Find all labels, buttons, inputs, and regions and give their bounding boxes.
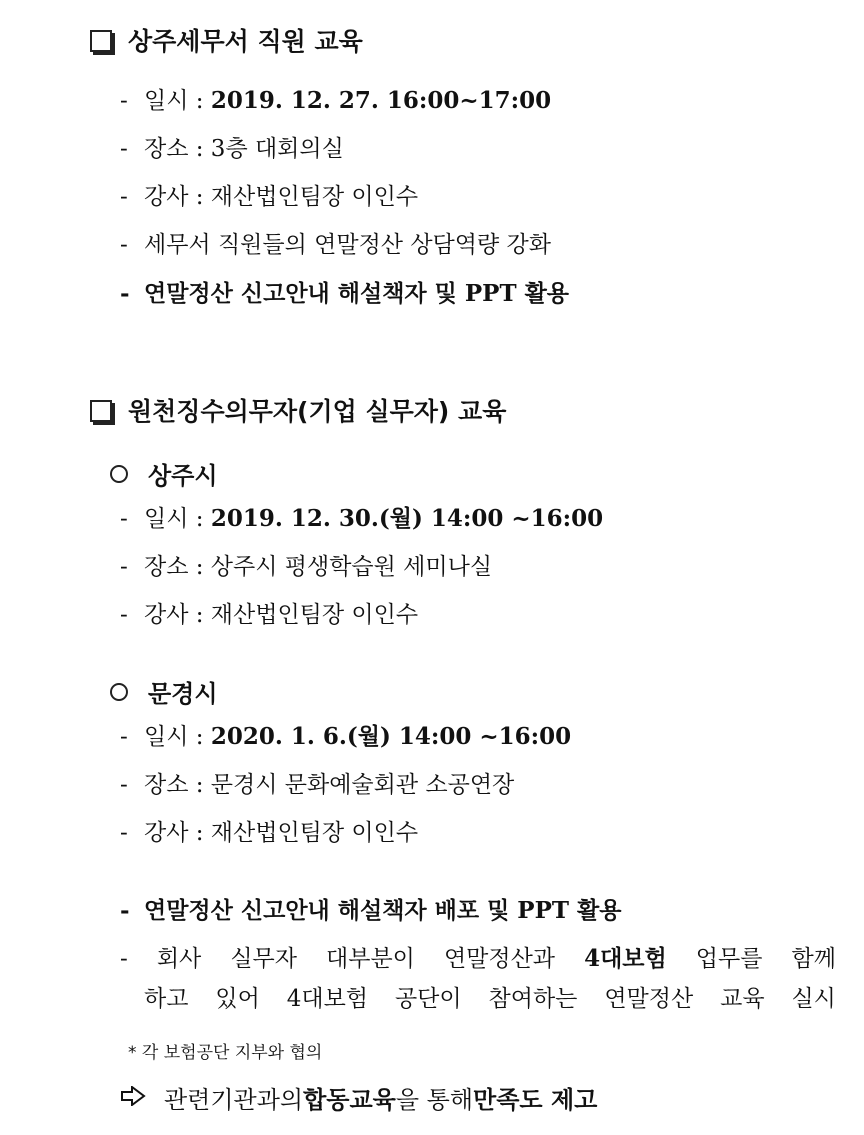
list-item-purpose: - 세무서 직원들의 연말정산 상담역량 강화 [120, 232, 551, 258]
cooperation-line-2: 하고 있어 4대보험 공단이 참여하는 연말정산 교육 실시 [144, 986, 836, 1012]
list-item-date: - 일시 : 2020. 1. 6.(월) 14:00 ~16:00 [120, 723, 572, 750]
list-item-place: - 장소 : 3층 대회의실 [120, 136, 344, 162]
list-item-instructor: - 강사 : 재산법인팀장 이인수 [120, 602, 419, 628]
checkbox-square-icon [90, 30, 112, 52]
list-item-date: - 일시 : 2019. 12. 30.(월) 14:00 ~16:00 [120, 505, 604, 532]
right-arrow-icon [120, 1084, 148, 1112]
subheading-mungyeong: 문경시 [110, 674, 218, 709]
list-item-cooperation [120, 944, 836, 1014]
list-item-material: - 연말정산 신고안내 해설책자 배포 및 PPT 활용 [120, 897, 622, 924]
list-item-instructor: - 강사 : 재산법인팀장 이인수 [120, 820, 419, 846]
section-title: 원천징수의무자(기업 실무자) 교육 [128, 397, 507, 426]
section-title: 상주세무서 직원 교육 [128, 27, 363, 56]
subheading-sangju: 상주시 [110, 456, 218, 491]
checkbox-square-icon [90, 400, 112, 422]
section-heading-staff-training [90, 22, 363, 58]
circle-bullet-icon [110, 683, 128, 701]
conclusion: 관련기관과의 합동교육 을 통해 만족도 제고 [120, 1080, 597, 1115]
list-item-material: - 연말정산 신고안내 해설책자 및 PPT 활용 [120, 280, 570, 307]
cooperation-line-1: - 회사 실무자 대부분이 연말정산과 4대보험 업무를 함께 [120, 945, 836, 972]
footnote: * 각 보험공단 지부와 협의 [128, 1043, 323, 1063]
section-heading-employer-training [90, 392, 506, 428]
list-item-date: - 일시 : 2019. 12. 27. 16:00~17:00 [120, 87, 552, 114]
list-item-place: - 장소 : 문경시 문화예술회관 소공연장 [120, 772, 515, 798]
list-item-instructor: - 강사 : 재산법인팀장 이인수 [120, 184, 419, 210]
circle-bullet-icon [110, 465, 128, 483]
list-item-place: - 장소 : 상주시 평생학습원 세미나실 [120, 554, 493, 580]
